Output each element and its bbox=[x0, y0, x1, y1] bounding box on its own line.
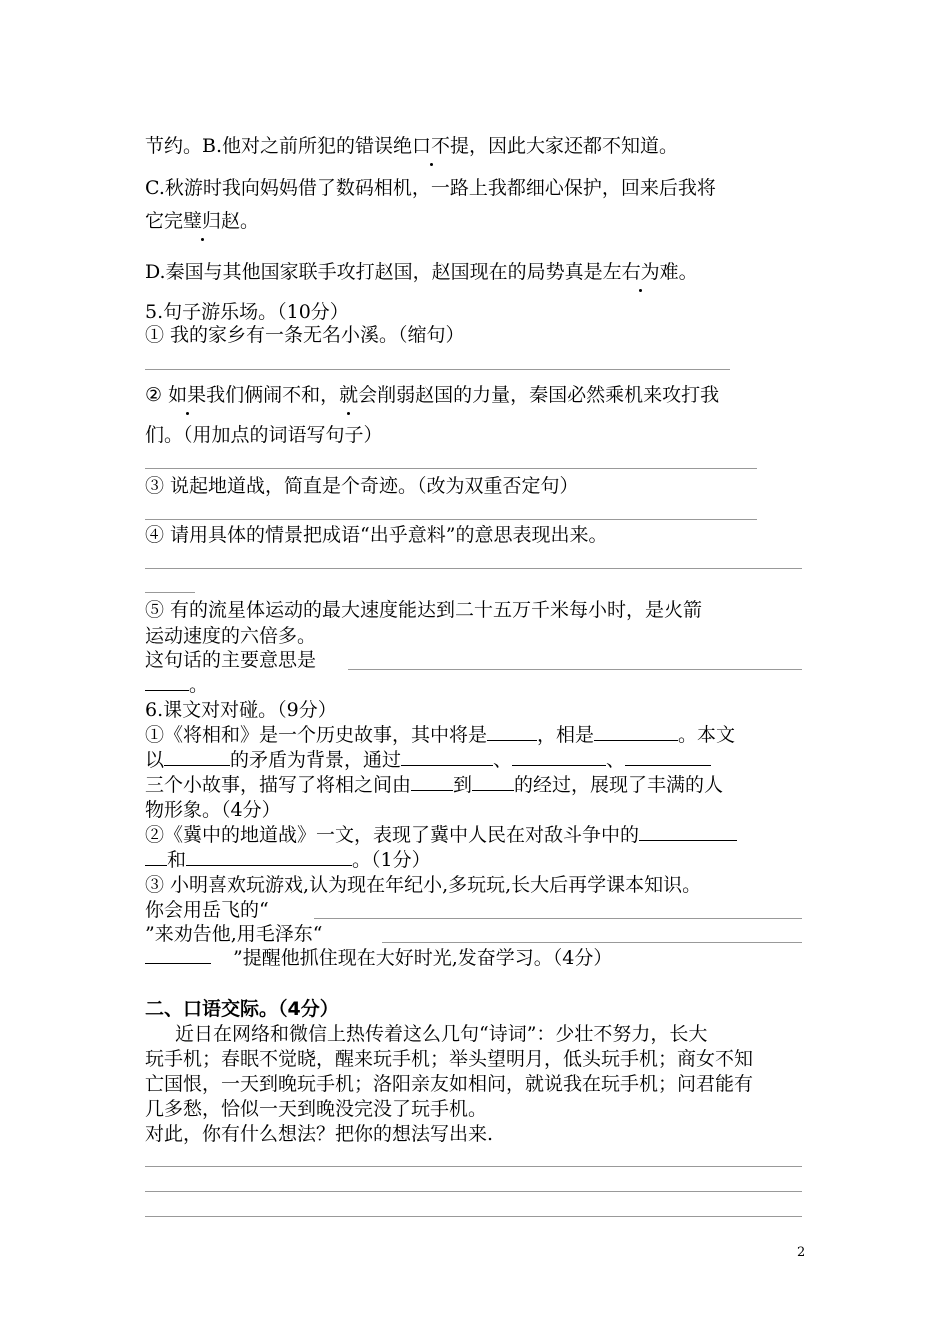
page-number: 2 bbox=[797, 1245, 806, 1260]
question-6-2-line-2: 和 。（1分） bbox=[145, 847, 431, 873]
question-6-1-line-2: 以 的矛盾为背景，通过 、 、 bbox=[145, 747, 711, 773]
question-5-5-line-4: 。 bbox=[145, 672, 208, 698]
paragraph-line-2: 玩手机；春眠不觉晓，醒来玩手机；举头望明月，低头玩手机；商女不知 bbox=[145, 1048, 754, 1070]
question-6-3-line-3: ”来劝告他,用毛泽东“ bbox=[145, 923, 323, 945]
emphasis-juekoubuti: 绝口不提 bbox=[393, 135, 470, 157]
blank-6-3c[interactable] bbox=[145, 945, 211, 964]
question-5-heading: 5.句子游乐场。（10分） bbox=[145, 301, 349, 323]
question-6-1-line-1: ①《将相和》是一个历史故事，其中将是 ，相是 。本文 bbox=[145, 724, 736, 746]
option-d-line: D.秦国与其他国家联手攻打赵国，赵国现在的局势真是左右为难。 bbox=[145, 261, 698, 283]
question-5-5-line-3: 这句话的主要意思是 bbox=[145, 649, 317, 671]
blank-6-2c[interactable] bbox=[186, 847, 352, 866]
blank-minister[interactable] bbox=[594, 722, 678, 741]
answer-line-5-2[interactable] bbox=[145, 468, 757, 469]
blank-conflict[interactable] bbox=[164, 747, 230, 766]
blank-6-2a[interactable] bbox=[639, 822, 737, 841]
question-6-heading: 6.课文对对碰。（9分） bbox=[145, 699, 337, 721]
paragraph-line-5: 对此，你有什么想法？把你的想法写出来. bbox=[145, 1123, 494, 1145]
question-6-1-line-3: 三个小故事，描写了将相之间由 到 的经过，展现了丰满的人 bbox=[145, 774, 724, 796]
answer-line-5-4b[interactable] bbox=[145, 592, 195, 593]
question-5-1: ① 我的家乡有一条无名小溪。（缩句） bbox=[145, 324, 465, 346]
answer-line-6-3a[interactable] bbox=[314, 918, 802, 919]
paragraph-line-3: 亡国恨，一天到晚玩手机；洛阳亲友如相问，就说我在玩手机；问君能有 bbox=[145, 1073, 754, 1095]
blank-story-1[interactable] bbox=[401, 747, 493, 766]
answer-line-5-3[interactable] bbox=[145, 519, 757, 520]
question-5-3: ③ 说起地道战，简直是个奇迹。（改为双重否定句） bbox=[145, 475, 579, 497]
blank-general[interactable] bbox=[487, 722, 537, 741]
answer-line-oral-2[interactable] bbox=[145, 1191, 802, 1192]
option-c-line-2: 它完璧归赵。 bbox=[145, 210, 260, 232]
question-6-3-line-1: ③ 小明喜欢玩游戏,认为现在年纪小,多玩玩,长大后再学课本知识。 bbox=[145, 874, 702, 896]
emphasis-jiu: 就 bbox=[339, 384, 359, 406]
question-6-2-line-1: ②《冀中的地道战》一文，表现了冀中人民在对敌斗争中的 bbox=[145, 822, 737, 848]
emphasis-wanbiguizhao: 完璧归赵 bbox=[164, 210, 241, 232]
blank-story-2[interactable] bbox=[512, 747, 606, 766]
question-6-1-line-4: 物形象。（4分） bbox=[145, 799, 281, 821]
answer-line-5-1[interactable] bbox=[145, 369, 730, 370]
answer-line-oral-3[interactable] bbox=[145, 1216, 802, 1217]
answer-line-5-5a[interactable] bbox=[348, 669, 802, 670]
answer-line-6-3b[interactable] bbox=[382, 942, 802, 943]
question-6-3-line-4: ”提醒他抓住现在大好时光,发奋学习。（4分） bbox=[145, 945, 612, 971]
blank-6-2b[interactable] bbox=[145, 847, 167, 866]
paragraph-line-1: 近日在网络和微信上热传着这么几句“诗词”：少壮不努力，长大 bbox=[175, 1023, 708, 1045]
question-5-4: ④ 请用具体的情景把成语“出乎意料”的意思表现出来。 bbox=[145, 524, 608, 546]
section-2-heading: 二、口语交际。（4分） bbox=[145, 998, 339, 1020]
question-5-5-line-2: 运动速度的六倍多。 bbox=[145, 625, 317, 647]
answer-line-oral-1[interactable] bbox=[145, 1166, 802, 1167]
question-5-5-line-1: ⑤ 有的流星体运动的最大速度能达到二十五万千米每小时，是火箭 bbox=[145, 599, 703, 621]
option-b-line: 节约。B.他对之前所犯的错误绝口不提，因此大家还都不知道。 bbox=[145, 135, 679, 157]
blank-5-5b[interactable] bbox=[145, 672, 189, 691]
question-5-2-line-2: 们。（用加点的词语写句子） bbox=[145, 424, 383, 446]
emphasis-ruguo: 如果 bbox=[168, 384, 207, 406]
question-5-2-line-1: ② 如果我们俩闹不和，就会削弱赵国的力量，秦国必然乘机来攻打我 bbox=[145, 384, 720, 406]
blank-to[interactable] bbox=[472, 772, 514, 791]
emphasis-zuoyouweinan: 左右为难 bbox=[602, 261, 679, 283]
option-c-line-1: C.秋游时我向妈妈借了数码相机，一路上我都细心保护，回来后我将 bbox=[145, 177, 716, 199]
question-6-3-line-2: 你会用岳飞的“ bbox=[145, 899, 269, 921]
answer-line-5-4a[interactable] bbox=[145, 568, 802, 569]
blank-story-3[interactable] bbox=[625, 747, 711, 766]
blank-from[interactable] bbox=[411, 772, 453, 791]
paragraph-line-4: 几多愁，恰似一天到晚没完没了玩手机。 bbox=[145, 1098, 488, 1120]
